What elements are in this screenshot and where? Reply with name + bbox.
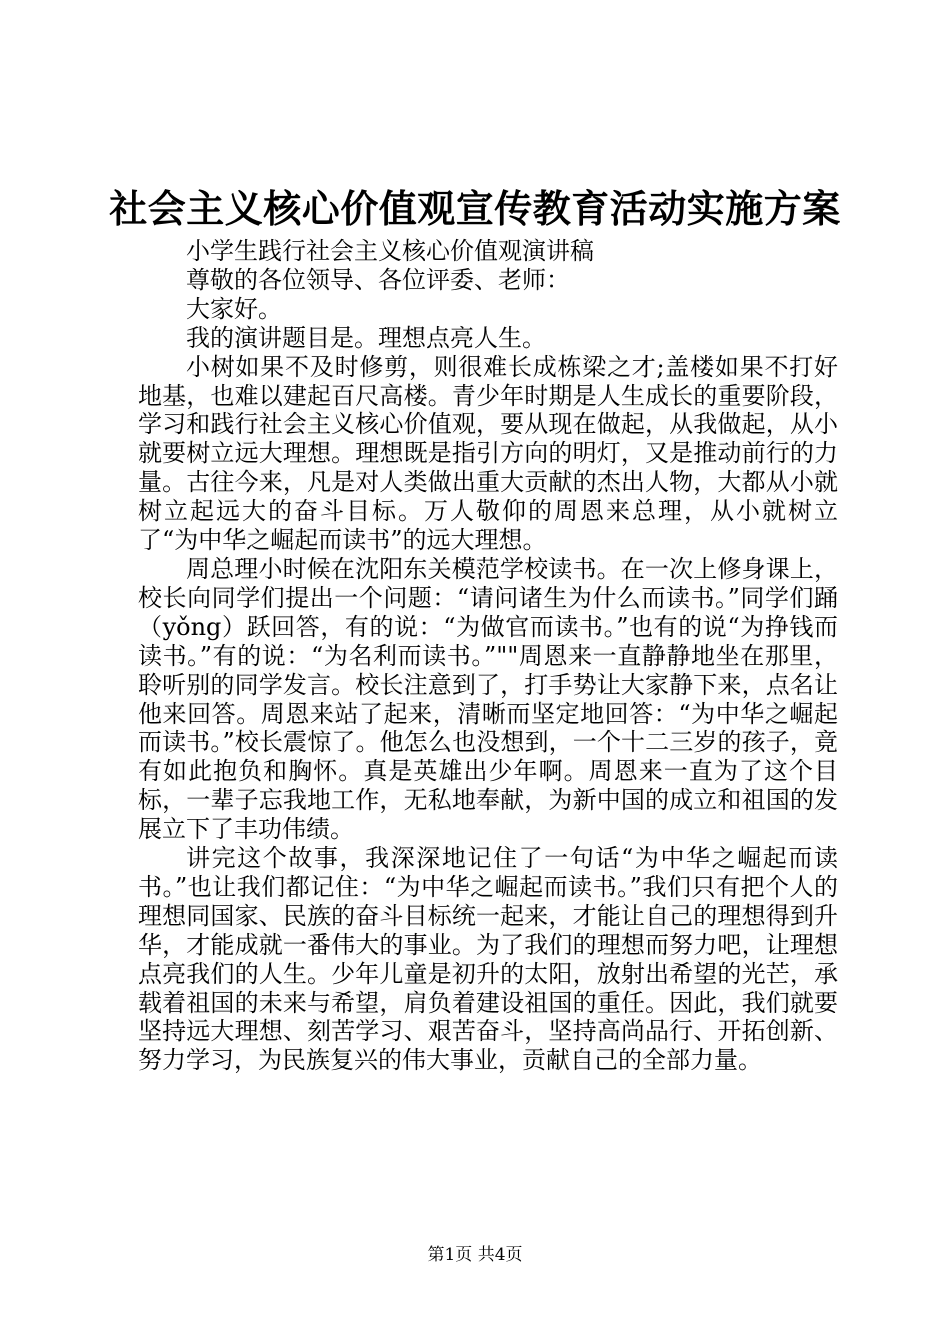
topic-paragraph: 我的演讲题目是。理想点亮人生。 — [186, 323, 546, 352]
page-footer: 第1页 共4页 — [427, 1245, 523, 1265]
salutation-paragraph: 尊敬的各位领导、各位评委、老师： — [186, 265, 570, 294]
body-paragraph-2: 周总理小时候在沈阳东关模范学校读书。在一次上修身课上，校长向同学们提出一个问题：“请问诸生为什么而读书。”同学们踊（yǒng）跃回答，有的说：“为做官而读书。”也有的说“为挣钱而读书。”有的说：“为名利而读书。”""周恩来一直静静地坐在那里，聆听别的同学发言。校长注意到了，打手势让大家静下来，点名让他来回答。周恩来站了起来，清晰而坚定地回答：“为中华之崛起而读书。”校长震惊了。他怎么也没想到，一个十二三岁的孩子，竟有如此抱负和胸怀。真是英雄出少年啊。周恩来一直为了这个目标，一辈子忘我地工作，无私地奉献，为新中国的成立和祖国的发展立下了丰功伟绩。 — [138, 554, 838, 844]
document-body — [138, 237, 838, 1075]
document-title: 社会主义核心价值观宣传教育活动实施方案 — [109, 186, 841, 231]
subtitle-paragraph: 小学生践行社会主义核心价值观演讲稿 — [186, 237, 594, 265]
greeting-paragraph: 大家好。 — [186, 294, 282, 323]
body-paragraph-1: 小树如果不及时修剪，则很难长成栋梁之才;盖楼如果不打好地基，也难以建起百尺高楼。青少年时期是人生成长的重要阶段，学习和践行社会主义核心价值观，要从现在做起，从我做起，从小就要树立远大理想。理想既是指引方向的明灯，又是推动前行的力量。古往今来，凡是对人类做出重大贡献的杰出人物，大都从小就树立起远大的奋斗目标。万人敬仰的周恩来总理，从小就树立了“为中华之崛起而读书”的远大理想。 — [138, 352, 838, 555]
body-paragraph-3: 讲完这个故事，我深深地记住了一句话“为中华之崛起而读书。”也让我们都记住：“为中华之崛起而读书。”我们只有把个人的理想同国家、民族的奋斗目标统一起来，才能让自己的理想得到升华，才能成就一番伟大的事业。为了我们的理想而努力吧，让理想点亮我们的人生。少年儿童是初升的太阳，放射出希望的光芒，承载着祖国的未来与希望，肩负着建设祖国的重任。因此，我们就要坚持远大理想、刻苦学习、艰苦奋斗，坚持高尚品行、开拓创新、努力学习，为民族复兴的伟大事业，贡献自己的全部力量。 — [138, 844, 838, 1075]
